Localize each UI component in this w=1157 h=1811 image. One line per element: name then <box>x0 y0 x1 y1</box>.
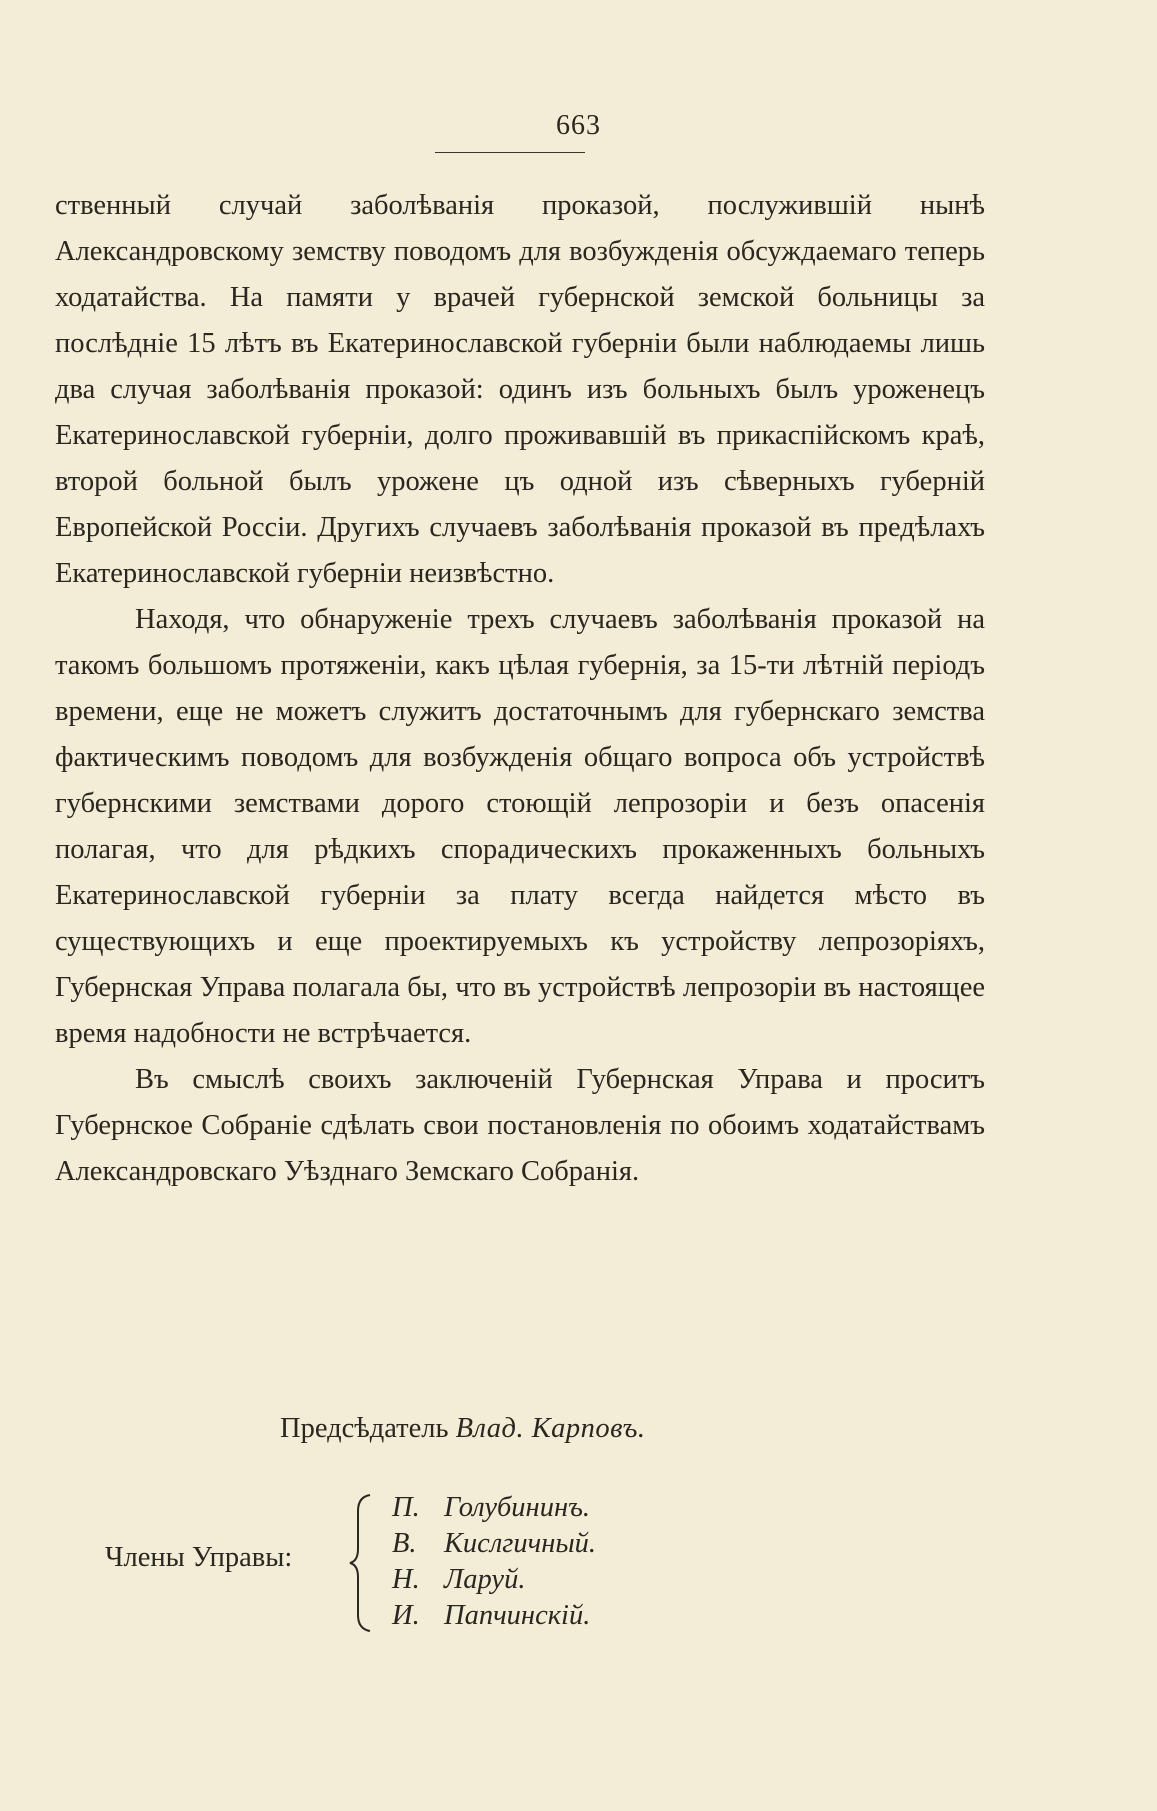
chairman-title: Предсѣдатель <box>280 1413 449 1444</box>
member-initial: П. <box>392 1492 420 1523</box>
page-number-rule <box>435 152 585 153</box>
members-label: Члены Управы: <box>105 1542 293 1573</box>
paragraph: Находя, что обнаруженіе трехъ случаевъ заболѣванія проказой на такомъ большомъ протяженіи, какъ цѣлая губернія, за 15-ти лѣтній періодъ времени, еще не можетъ служитъ достаточнымъ для губернскаго земства фактическимъ поводомъ для возбужденія общаго вопроса объ устройствѣ губернскими земствами дорого стоющій лепрозоріи и безъ опасенія полагая, что для рѣдкихъ спорадическихъ прокаженныхъ больныхъ Екатеринославской губерніи за плату всегда найдется мѣсто въ существующихъ и еще проектируемыхъ къ устройству лепрозоріяхъ, Губернская Управа полагала бы, что въ устройствѣ лепрозоріи въ настоящее время надобности не встрѣчается. <box>55 604 985 1049</box>
chairman-signature <box>280 1413 646 1445</box>
member-initial: И. <box>392 1600 420 1631</box>
member-entry <box>392 1526 596 1562</box>
member-surname: Кислгичный. <box>444 1528 597 1559</box>
member-entry <box>392 1598 596 1634</box>
member-surname: Папчинскій. <box>444 1600 591 1631</box>
paragraph: ственный случай заболѣванія проказой, послужившій нынѣ Александровскому земству поводомъ для возбужденія обсуждаемаго теперь ходатайства. На памяти у врачей губернской земской больницы за послѣдніе 15 лѣтъ въ Екатеринославской губерніи были наблюдаемы лишь два случая заболѣванія проказой: одинъ изъ больныхъ былъ уроженецъ Екатеринославской губерніи, долго проживавшій въ прикаспійскомъ краѣ, второй больной былъ урожене цъ одной изъ сѣверныхъ губерній Европейской Россіи. Другихъ случаевъ заболѣванія проказой въ предѣлахъ Екатеринославской губерніи неизвѣстно. <box>55 190 985 589</box>
member-entry <box>392 1562 596 1598</box>
member-initial: В. <box>392 1528 417 1559</box>
body-text <box>55 183 985 1195</box>
member-entry <box>392 1490 596 1526</box>
page-number: 663 <box>556 110 601 141</box>
curly-brace <box>348 1493 378 1633</box>
member-surname: Голубининъ. <box>444 1492 591 1523</box>
paragraph: Въ смыслѣ своихъ заключеній Губернская Управа и проситъ Губернское Собраніе сдѣлать свои постановленія по обоимъ ходатайствамъ Александровскаго Уѣзднаго Земскаго Собранія. <box>55 1064 985 1187</box>
member-surname: Ларуй. <box>444 1564 526 1595</box>
member-initial: Н. <box>392 1564 420 1595</box>
members-list <box>392 1490 596 1634</box>
chairman-name: Влад. Карповъ. <box>455 1413 646 1444</box>
